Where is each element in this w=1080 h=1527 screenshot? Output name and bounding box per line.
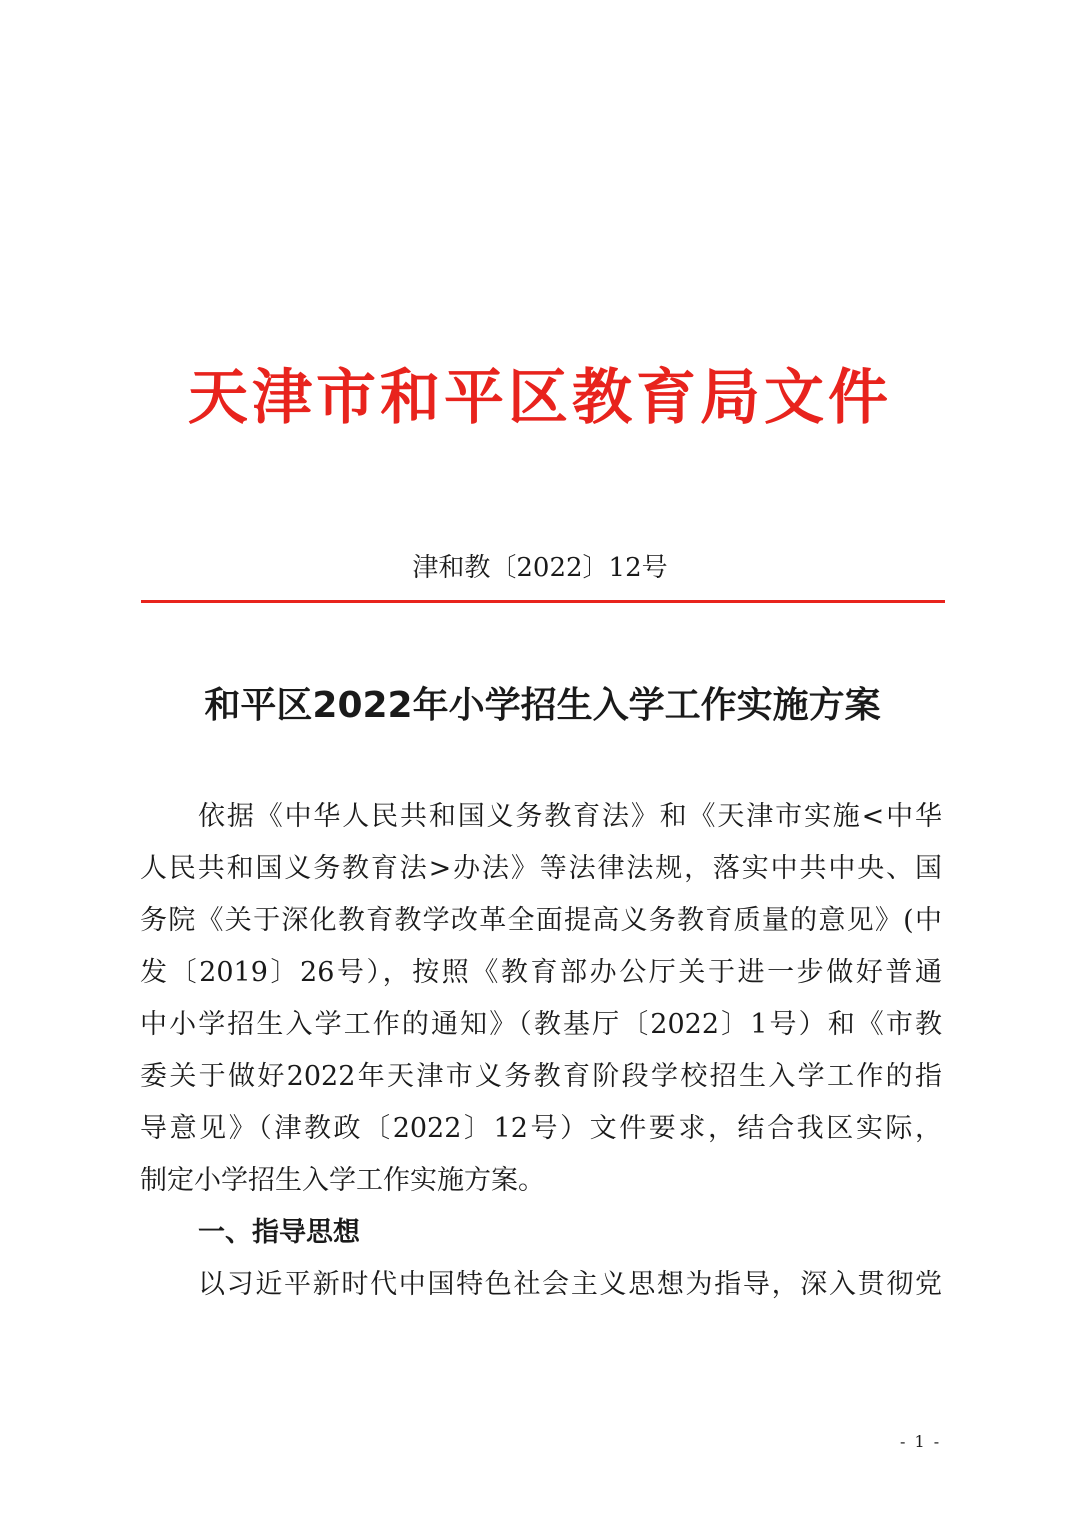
paragraph-line: 务院《关于深化教育教学改革全面提高义务教育质量的意见》(中 [140, 905, 942, 936]
paragraph-line: 制定小学招生入学工作实施方案。 [140, 1165, 545, 1196]
document-title: 和平区2022年小学招生入学工作实施方案 [204, 685, 881, 726]
paragraph-line: 以习近平新时代中国特色社会主义思想为指导，深入贯彻党 [198, 1269, 942, 1300]
paragraph-line: 发〔2019〕26号），按照《教育部办公厅关于进一步做好普通 [140, 957, 942, 988]
paragraph-line: 依据《中华人民共和国义务教育法》和《天津市实施<中华 [198, 801, 942, 832]
paragraph-line: 委关于做好2022年天津市义务教育阶段学校招生入学工作的指 [140, 1061, 942, 1092]
paragraph-line: 导意见》（津教政〔2022〕12号）文件要求，结合我区实际， [140, 1113, 942, 1144]
red-divider [141, 600, 945, 603]
issuer-heading: 天津市和平区教育局文件 [188, 363, 892, 433]
document-number: 津和教〔2022〕12号 [412, 553, 668, 583]
paragraph-line: 人民共和国义务教育法>办法》等法律法规，落实中共中央、国 [140, 853, 942, 884]
page-number: - 1 - [900, 1432, 942, 1451]
paragraph-line: 中小学招生入学工作的通知》（教基厅〔2022〕1号）和《市教 [140, 1009, 942, 1040]
section-heading: 一、指导思想 [198, 1217, 360, 1248]
